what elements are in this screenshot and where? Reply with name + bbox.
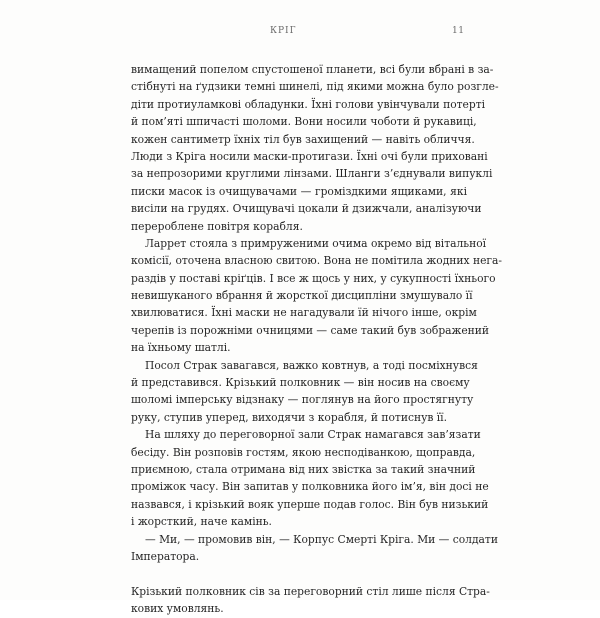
- text-line: кожен сантиметр їхніх тіл був захищений — навіть обличчя.: [131, 132, 475, 146]
- text-line: комісії, оточена власною свитою. Вона не помітила жодних нега-: [131, 254, 502, 268]
- text-line: й представився. Крізький полковник — він носив на своєму: [131, 376, 470, 390]
- paragraph: [131, 583, 490, 618]
- text-line: Імператора.: [131, 549, 200, 563]
- paragraph: [131, 235, 502, 357]
- text-line: на їхньому шатлі.: [131, 341, 231, 355]
- paragraph-gap: [131, 565, 467, 582]
- text-line: перероблене повітря корабля.: [131, 219, 303, 233]
- text-line: Посол Страк завагався, важко ковтнув, а тоді посміхнувся: [145, 358, 478, 372]
- text-line: невишуканого вбрання й жорсткої дисципліни змушувало її: [131, 289, 473, 303]
- text-line: Ларрет стояла з примруженими очима окремо від вітальної: [145, 236, 487, 250]
- body-text: [131, 61, 502, 618]
- text-line: проміжок часу. Він запитав у полковника його ім’я, він досі не: [131, 480, 489, 494]
- text-line: назвався, і крізький вояк уперше подав голос. Він був низький: [131, 497, 489, 511]
- paragraph: [131, 426, 489, 530]
- text-line: писки масок із очищувачами — громіздкими ящиками, які: [131, 184, 467, 198]
- text-line: вимащений попелом спустошеної планети, всі були вбрані в за-: [131, 63, 494, 76]
- text-line: й пом’яті шпичасті шоломи. Вони носили чоботи й рукавиці,: [131, 115, 477, 129]
- paragraph: [131, 531, 498, 566]
- text-line: стібнуті на ґудзики темні шинелі, під якими можна було розгле-: [131, 80, 499, 94]
- text-line: за непрозорими круглими лінзами. Шланги з’єднували випуклі: [131, 167, 493, 181]
- text-line: Люди з Кріга носили маски-протигази. Їхні очі були приховані: [131, 149, 488, 163]
- text-line: На шляху до переговорної зали Страк намагався зав’язати: [145, 428, 481, 442]
- text-line: діти протиуламкові обладунки. Їхні голови увінчували потерті: [131, 97, 486, 111]
- text-line: приємною, стала отримана від них звістка за такий значний: [131, 462, 476, 476]
- text-line: черепів із порожніми очницями — саме такий був зображений: [131, 323, 490, 337]
- paragraph: [131, 357, 478, 427]
- running-title: КРІГ: [270, 26, 297, 36]
- page-number: 11: [452, 26, 465, 36]
- text-line: і жорсткий, наче камінь.: [131, 515, 272, 529]
- text-line: Крізький полковник сів за переговорний стіл лише після Стра-: [131, 584, 490, 598]
- text-line: кових умовлянь.: [131, 602, 224, 616]
- text-line: висіли на грудях. Очищувачі цокали й дзижчали, аналізуючи: [131, 202, 482, 216]
- text-line: — Ми, — промовив він, — Корпус Смерті Кріга. Ми — солдати: [145, 532, 498, 546]
- paragraph: [131, 61, 499, 235]
- text-line: хвилюватися. Їхні маски не нагадували їй нічого інше, окрім: [131, 306, 477, 320]
- text-line: бесіду. Він розповів гостям, якою несподіванкою, щоправда,: [131, 445, 476, 459]
- text-line: раздів у поставі кріґців. І все ж щось у них, у сукупності їхнього: [131, 271, 496, 285]
- running-head: [0, 26, 600, 40]
- text-line: руку, ступив уперед, виходячи з корабля, й потиснув її.: [131, 410, 448, 424]
- text-line: шоломі імперську відзнаку — поглянув на його простягнуту: [131, 393, 474, 407]
